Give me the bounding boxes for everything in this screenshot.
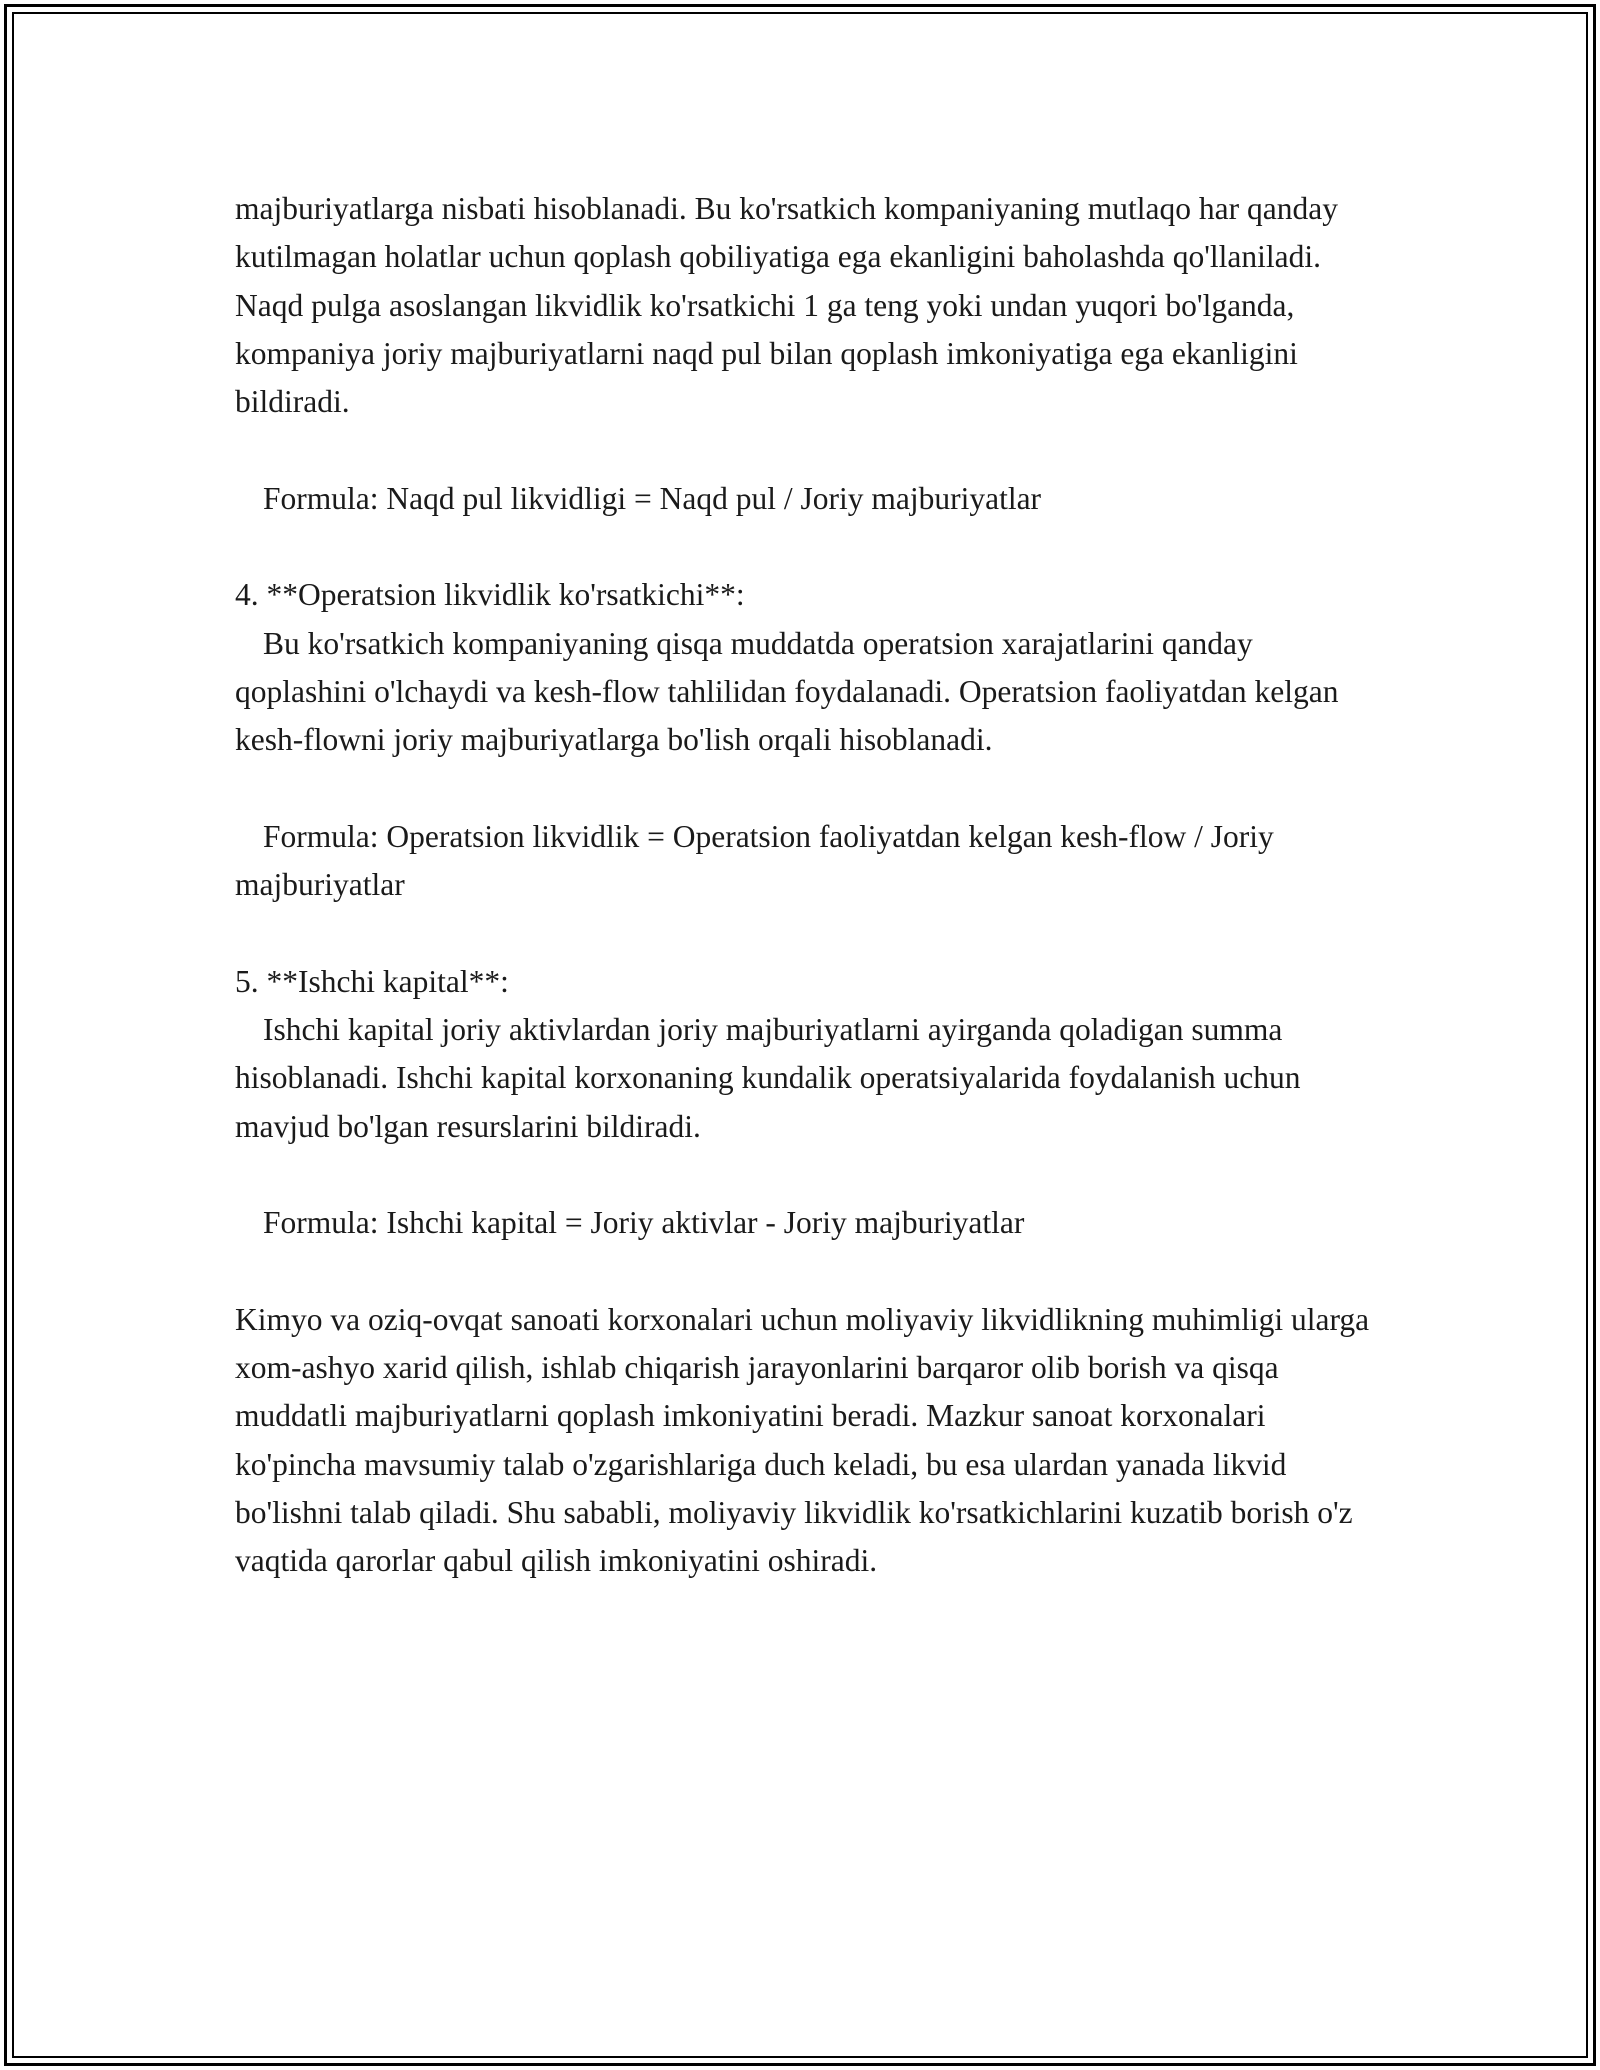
spacer [235,523,1375,571]
paragraph-cash-ratio-description: majburiyatlarga nisbati hisoblanadi. Bu ko'rsatkich kompaniyaning mutlaqo har qanday kutilmagan holatlar uchun qoplash qobiliyatiga ega ekanligini baholashda qo'llaniladi. Naqd pulga asoslangan likvidlik ko'rsatkichi 1 ga teng yoki undan yuqori bo'lganda, kompaniya joriy majburiyatlarni naqd pul bilan qoplash imkoniyatiga ega ekanligini bildiradi. [235,191,1338,420]
formula-operating-liquidity: Formula: Operatsion likvidlik = Operatsion faoliyatdan kelgan kesh-flow / Joriy majburiyatlar [235,818,1274,903]
heading-working-capital: 5. **Ishchi kapital**: [235,963,509,999]
spacer [235,1248,1375,1296]
document-body [235,185,1375,1586]
formula-cash-liquidity: Formula: Naqd pul likvidligi = Naqd pul / Joriy majburiyatlar [263,480,1042,516]
spacer [235,765,1375,813]
paragraph-conclusion: Kimyo va oziq-ovqat sanoati korxonalari uchun moliyaviy likvidlikning muhimligi ularga xom-ashyo xarid qilish, ishlab chiqarish jarayonlarini barqaror olib borish va qisqa muddatli majburiyatlarni qoplash imkoniyatini beradi. Mazkur sanoat korxonalari ko'pincha mavsumiy talab o'zgarishlariga duch keladi, bu esa ulardan yanada likvid bo'lishni talab qiladi. Shu sababli, moliyaviy likvidlik ko'rsatkichlarini kuzatib borish o'z vaqtida qarorlar qabul qilish imkoniyatini oshiradi. [235,1301,1370,1579]
spacer [235,909,1375,957]
formula-working-capital: Formula: Ishchi kapital = Joriy aktivlar - Joriy majburiyatlar [263,1205,1025,1241]
spacer [235,1151,1375,1199]
heading-operating-liquidity: 4. **Operatsion likvidlik ko'rsatkichi**: [235,577,745,613]
paragraph-working-capital: Ishchi kapital joriy aktivlardan joriy majburiyatlarni ayirganda qoladigan summa hisoblanadi. Ishchi kapital korxonaning kundalik operatsiyalarida foydalanish uchun mavjud bo'lgan resurslarini bildiradi. [235,1012,1301,1144]
paragraph-operating-liquidity: Bu ko'rsatkich kompaniyaning qisqa muddatda operatsion xarajatlarini qanday qoplashini o'lchaydi va kesh-flow tahlilidan foydalanadi. Operatsion faoliyatdan kelgan kesh-flowni joriy majburiyatlarga bo'lish orqali hisoblanadi. [235,625,1339,758]
spacer [235,426,1375,474]
